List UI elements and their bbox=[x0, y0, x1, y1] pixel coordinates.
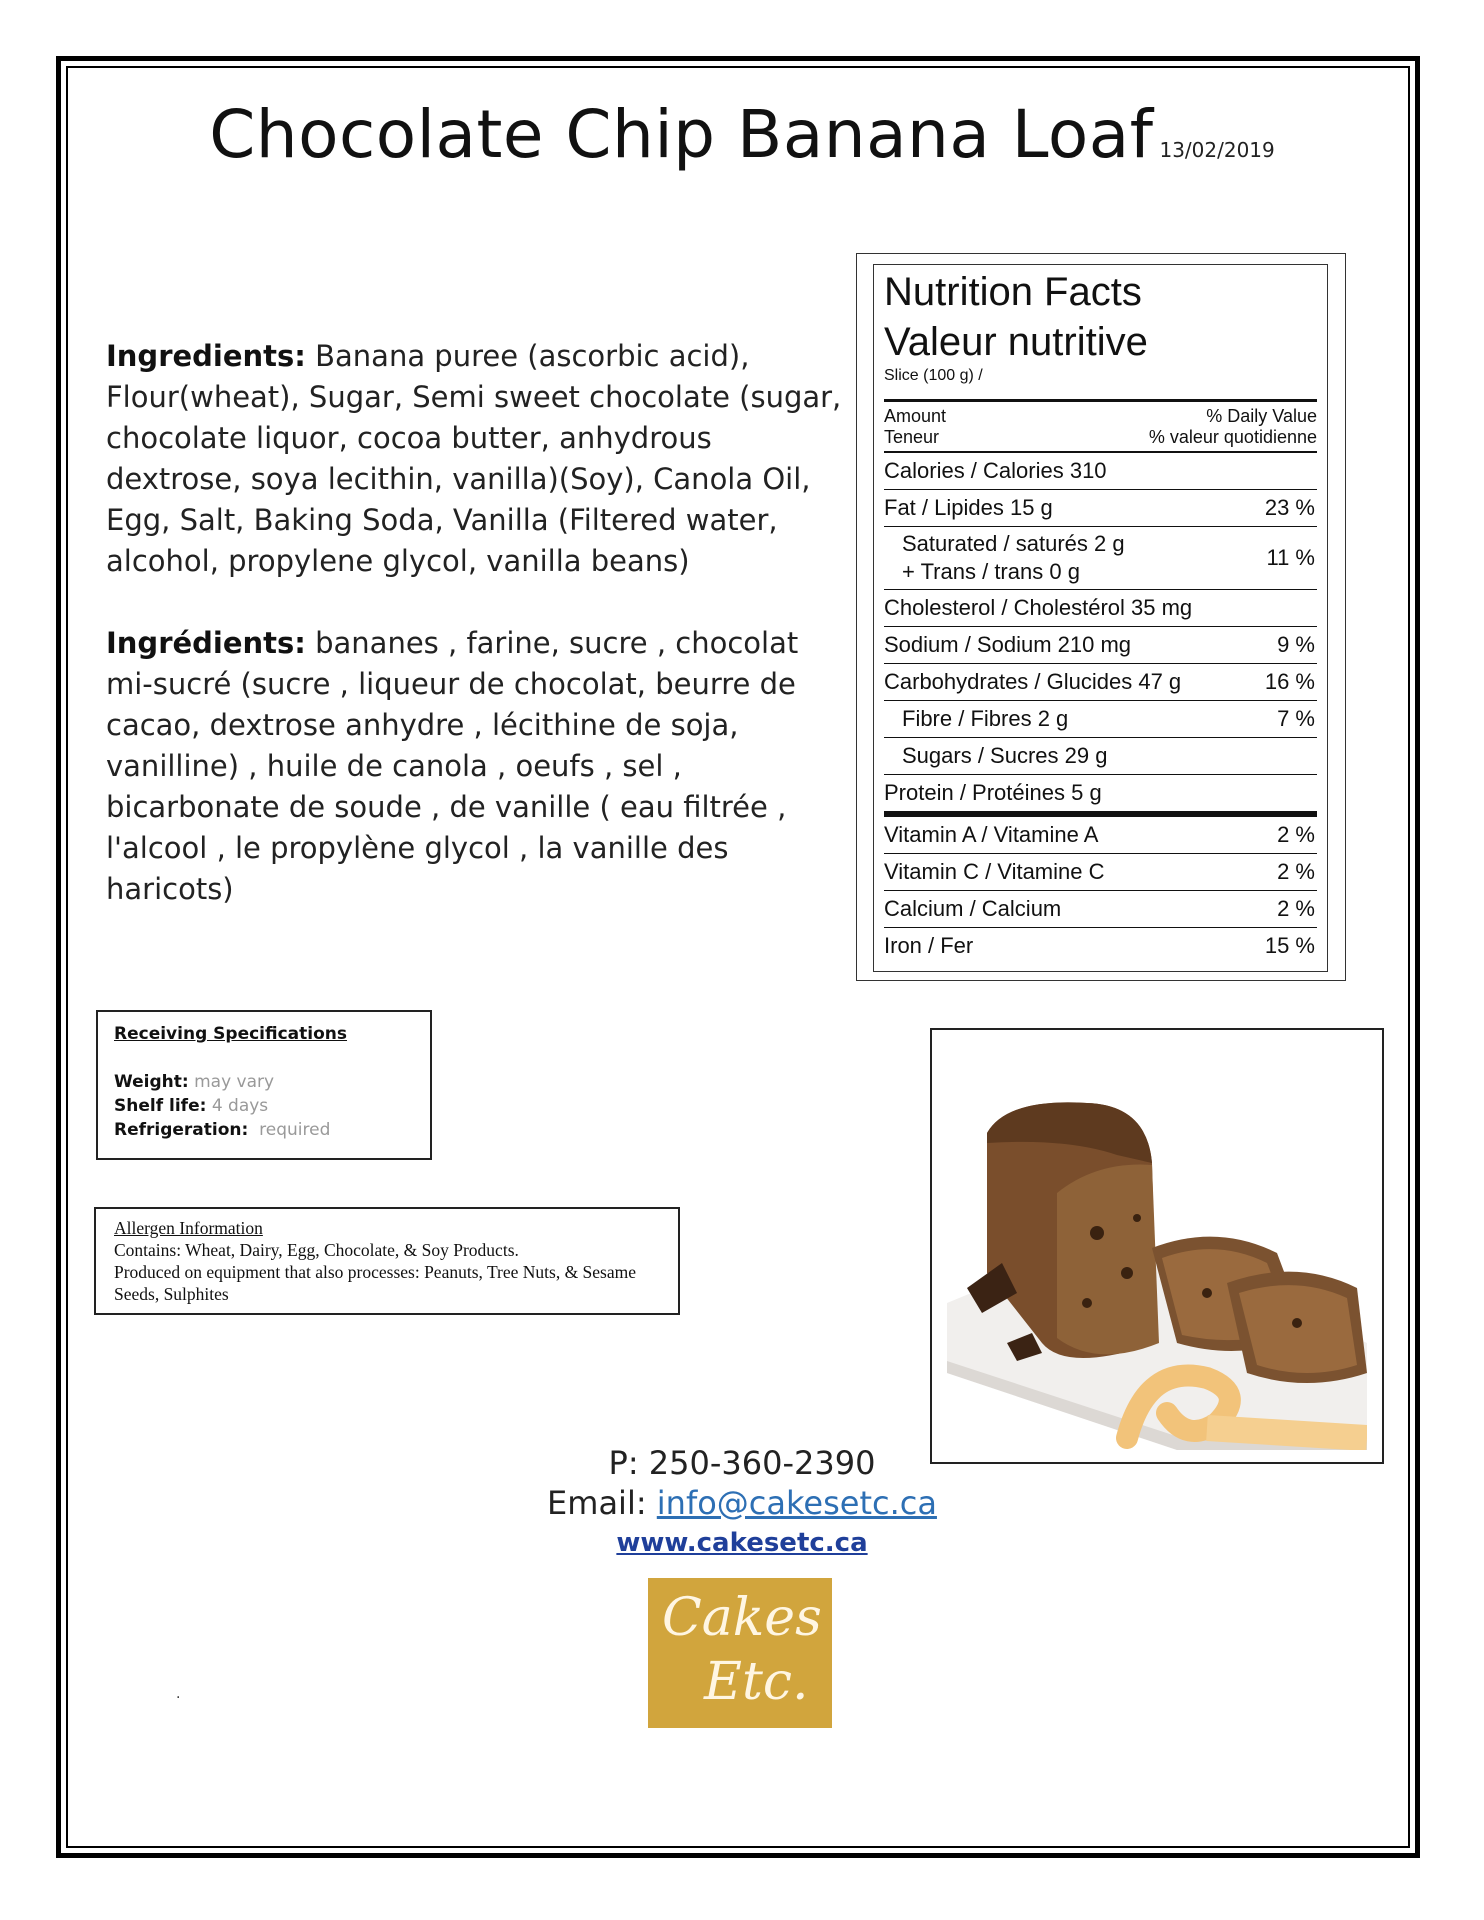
ingredients-en-label: Ingredients: bbox=[106, 339, 306, 373]
ingredients-english bbox=[106, 336, 846, 582]
spec-value: required bbox=[259, 1120, 331, 1140]
nutrition-title-en: Nutrition Facts bbox=[884, 270, 1142, 314]
daily-value-fr: % valeur quotidienne bbox=[1148, 427, 1317, 447]
nutrient-label: Calories / Calories 310 bbox=[884, 458, 1107, 483]
nutrient-row-protein bbox=[884, 775, 1317, 817]
email-link[interactable]: info@cakesetc.ca bbox=[656, 1484, 937, 1522]
nutrient-row-vitamin-a bbox=[884, 817, 1317, 854]
nutrient-percent: 2 % bbox=[1277, 896, 1315, 921]
nutrient-label: Sodium / Sodium 210 mg bbox=[884, 632, 1132, 657]
nutrient-percent: 16 % bbox=[1264, 669, 1315, 694]
nutrient-label: Vitamin A / Vitamine A bbox=[884, 822, 1099, 847]
logo-text-line2: Etc. bbox=[704, 1652, 809, 1712]
nutrient-row-cholesterol bbox=[884, 590, 1317, 627]
nutrient-label: Calcium / Calcium bbox=[884, 896, 1062, 921]
nutrition-title-fr: Valeur nutritive bbox=[884, 320, 1148, 364]
nutrient-percent: 11 % bbox=[1266, 545, 1315, 570]
nutrient-row-vitamin-c bbox=[884, 854, 1317, 891]
allergen-title: Allergen Information bbox=[114, 1218, 263, 1238]
nutrient-label: Sugars / Sucres 29 g bbox=[902, 743, 1108, 768]
ingredients-section bbox=[106, 336, 846, 951]
cakes-etc-logo bbox=[648, 1578, 832, 1728]
nutrient-label: + Trans / trans 0 g bbox=[902, 559, 1080, 584]
nutrient-percent: 2 % bbox=[1277, 859, 1315, 884]
nutrient-label: Fibre / Fibres 2 g bbox=[902, 706, 1069, 731]
allergen-contains: Contains: Wheat, Dairy, Egg, Chocolate, & Soy Products. bbox=[114, 1240, 519, 1260]
website-link[interactable]: www.cakesetc.ca bbox=[616, 1528, 868, 1558]
spec-weight bbox=[114, 1070, 414, 1094]
contact-phone: P: 250-360-2390 bbox=[608, 1444, 876, 1482]
nutrient-percent: 15 % bbox=[1264, 933, 1315, 958]
ingredients-en-text: Banana puree (ascorbic acid), Flour(wheat), Sugar, Semi sweet chocolate (sugar, chocolate liquor, cocoa butter, anhydrous dextrose, soya lecithin, vanilla)(Soy), Canola Oil, Egg, Salt, Baking Soda, Vanilla (Filtered water, alcohol, propylene glycol, vanilla beans) bbox=[106, 339, 842, 578]
nutrient-label: Vitamin C / Vitamine C bbox=[884, 859, 1105, 884]
nutrient-row-saturated-trans bbox=[884, 527, 1317, 590]
nutrition-facts-table bbox=[873, 264, 1328, 972]
nutrient-row-fibre bbox=[884, 701, 1317, 738]
header bbox=[0, 96, 1484, 173]
nutrient-row-fat bbox=[884, 490, 1317, 527]
email-label: Email: bbox=[547, 1484, 657, 1522]
nutrient-label: Protein / Protéines 5 g bbox=[884, 780, 1102, 805]
spec-refrigeration bbox=[114, 1118, 414, 1142]
product-photo bbox=[947, 1043, 1367, 1450]
receiving-title: Receiving Specifications bbox=[114, 1024, 348, 1044]
nutrient-percent: 9 % bbox=[1277, 632, 1315, 657]
receiving-specifications-box bbox=[96, 1010, 432, 1160]
nutrient-label: Fat / Lipides 15 g bbox=[884, 495, 1053, 520]
nutrient-row-carbohydrates bbox=[884, 664, 1317, 701]
spec-label: Refrigeration: bbox=[114, 1120, 249, 1140]
nutrient-label: Carbohydrates / Glucides 47 g bbox=[884, 669, 1182, 694]
nutrient-row-sugars bbox=[884, 738, 1317, 775]
ingredients-fr-label: Ingrédients: bbox=[106, 626, 306, 660]
spec-label: Shelf life: bbox=[114, 1096, 207, 1116]
footnote-dot: . bbox=[176, 1686, 181, 1702]
daily-value-en: % Daily Value bbox=[1206, 406, 1317, 426]
ingredients-french bbox=[106, 623, 846, 910]
allergen-information-box bbox=[94, 1207, 680, 1315]
nutrient-row-iron bbox=[884, 928, 1317, 964]
nutrient-label: Saturated / saturés 2 g bbox=[902, 531, 1125, 556]
ingredients-fr-text: bananes , farine, sucre , chocolat mi-sucré (sucre , liqueur de chocolat, beurre de cacao, dextrose anhydre , lécithine de soja, vanilline) , huile de canola , oeufs , sel , bicarbonate de soude , de vanille ( eau filtrée , l'alcool , le propylène glycol , la vanille des haricots) bbox=[106, 626, 799, 906]
nutrient-row-calcium bbox=[884, 891, 1317, 928]
spec-shelf-life bbox=[114, 1094, 414, 1118]
amount-en: Amount bbox=[884, 406, 947, 426]
label-date: 13/02/2019 bbox=[1159, 138, 1275, 162]
contact-email bbox=[0, 1484, 1484, 1522]
nutrient-percent: 23 % bbox=[1264, 495, 1315, 520]
allergen-produced: Produced on equipment that also processes: Peanuts, Tree Nuts, & Sesame Seeds, Sulphites bbox=[114, 1262, 637, 1304]
nutrient-row-calories bbox=[884, 453, 1317, 490]
logo-text-line1: Cakes bbox=[662, 1588, 822, 1648]
serving-size: Slice (100 g) / bbox=[884, 367, 1317, 402]
product-title: Chocolate Chip Banana Loaf bbox=[209, 96, 1154, 173]
nutrient-percent: 2 % bbox=[1277, 822, 1315, 847]
spec-value: 4 days bbox=[211, 1096, 269, 1116]
nutrient-percent: 7 % bbox=[1277, 706, 1315, 731]
spec-label: Weight: bbox=[114, 1072, 189, 1092]
spec-value: may vary bbox=[194, 1072, 275, 1092]
amount-header bbox=[884, 402, 1317, 453]
amount-fr: Teneur bbox=[884, 427, 940, 447]
nutrient-row-sodium bbox=[884, 627, 1317, 664]
nutrient-label: Iron / Fer bbox=[884, 933, 974, 958]
nutrient-label: Cholesterol / Cholestérol 35 mg bbox=[884, 595, 1193, 620]
